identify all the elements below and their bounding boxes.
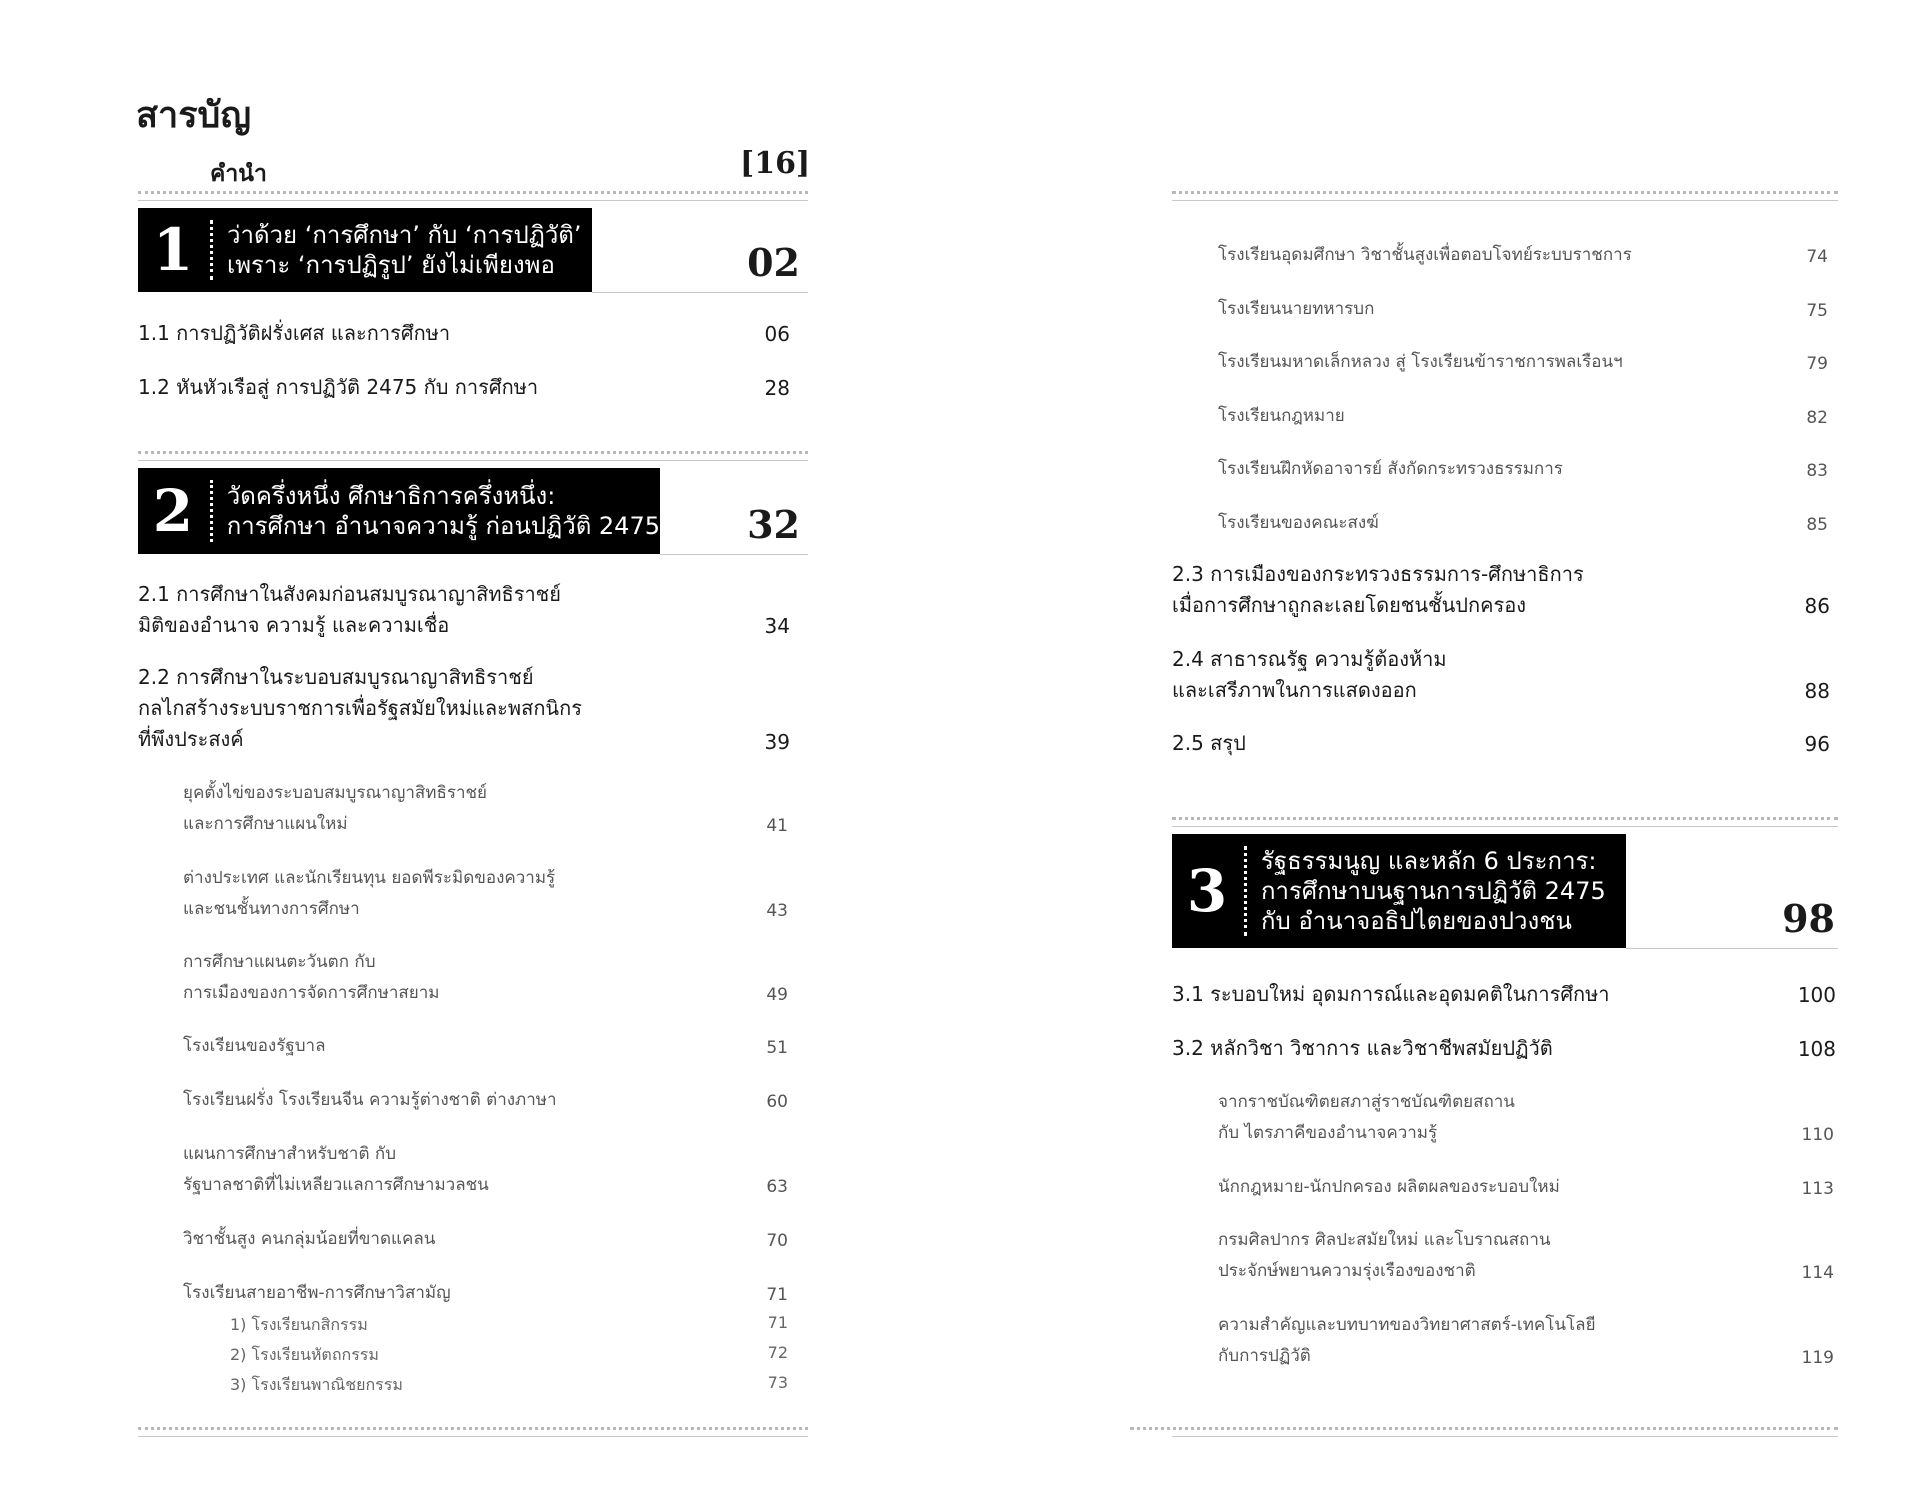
intro-page: [16] — [740, 146, 811, 181]
separator — [1172, 817, 1838, 829]
chapter-title-line: เพราะ ‘การปฏิรูป’ ยังไม่เพียงพอ — [227, 251, 555, 279]
sub-subsection-page: 73 — [767, 1373, 788, 1392]
section-1-2-page: 28 — [764, 376, 790, 400]
subsection: โรงเรียนฝึกหัดอาจารย์ สังกัดกระทรวงธรรมการ — [1218, 459, 1563, 479]
sub-subsection-page: 72 — [767, 1343, 788, 1362]
chapter-3-page: 98 — [1782, 896, 1835, 941]
chapter-2-heading — [138, 468, 660, 554]
subsection-page: 71 — [766, 1285, 788, 1305]
sub-subsection-page: 71 — [767, 1313, 788, 1332]
separator — [138, 1427, 808, 1439]
subsection: การศึกษาแผนตะวันตก กับ การเมืองของการจัดการศึกษาสยาม — [183, 952, 440, 1003]
section-3-2-page: 108 — [1797, 1037, 1836, 1061]
separator — [1172, 191, 1838, 203]
section-2-2: 2.2 การศึกษาในระบอบสมบูรณาญาสิทธิราชย์ กลไกสร้างระบบราชการเพื่อรัฐสมัยใหม่และพสกนิกร ที่พึงประสงค์ — [138, 665, 582, 751]
subsection-page: 85 — [1806, 515, 1828, 535]
subsection-page: 82 — [1806, 408, 1828, 428]
chapter-2-page: 32 — [747, 502, 800, 547]
sub-subsection: 1) โรงเรียนกสิกรรม — [230, 1315, 368, 1334]
sub-subsection: 2) โรงเรียนหัตถกรรม — [230, 1345, 379, 1364]
subsection-page: 110 — [1801, 1125, 1834, 1145]
subsection: นักกฎหมาย-นักปกครอง ผลิตผลของระบอบใหม่ — [1218, 1177, 1560, 1197]
subsection-page: 74 — [1806, 247, 1828, 267]
section-3-1-page: 100 — [1797, 983, 1836, 1007]
subsection: โรงเรียนอุดมศึกษา วิชาชั้นสูงเพื่อตอบโจทย์ระบบราชการ — [1218, 245, 1632, 265]
section-2-1: 2.1 การศึกษาในสังคมก่อนสมบูรณาญาสิทธิราชย์ มิติของอำนาจ ความรู้ และความเชื่อ — [138, 582, 561, 637]
separator — [138, 191, 808, 203]
chapter-number: 3 — [1186, 857, 1228, 925]
separator — [138, 451, 808, 463]
chapter-number: 2 — [152, 477, 194, 545]
subsection-page: 83 — [1806, 461, 1828, 481]
subsection-page: 113 — [1801, 1179, 1834, 1199]
chapter-title-line: กับ อำนาจอธิปไตยของปวงชน — [1261, 907, 1572, 935]
dotted-divider — [210, 480, 213, 542]
toc-title: สารบัญ — [136, 94, 252, 136]
chapter-title-line: การศึกษาบนฐานการปฏิวัติ 2475 — [1261, 877, 1606, 905]
subsection: โรงเรียนมหาดเล็กหลวง สู่ โรงเรียนข้าราชการพลเรือนฯ — [1218, 352, 1623, 372]
section-2-4-page: 88 — [1804, 679, 1830, 703]
chapter-title-line: การศึกษา อำนาจความรู้ ก่อนปฏิวัติ 2475 — [226, 512, 660, 540]
section-2-5-page: 96 — [1804, 732, 1830, 756]
subsection-page: 63 — [766, 1177, 788, 1197]
chapter-1-heading — [138, 208, 592, 292]
subsection-page: 43 — [766, 901, 788, 921]
subsection-page: 51 — [766, 1038, 788, 1058]
subsection: จากราชบัณฑิตยสภาสู่ราชบัณฑิตยสถาน กับ ไตรภาคีของอำนาจความรู้ — [1218, 1092, 1515, 1143]
section-2-3: 2.3 การเมืองของกระทรวงธรรมการ-ศึกษาธิการ เมื่อการศึกษาถูกละเลยโดยชนชั้นปกครอง — [1172, 562, 1584, 617]
subsection: กรมศิลปากร ศิลปะสมัยใหม่ และโบราณสถาน ประจักษ์พยานความรุ่งเรืองของชาติ — [1218, 1230, 1551, 1281]
subsection-page: 70 — [766, 1231, 788, 1251]
subsection: วิชาชั้นสูง คนกลุ่มน้อยที่ขาดแคลน — [183, 1229, 436, 1249]
subsection: ความสำคัญและบทบาทของวิทยาศาสตร์-เทคโนโลยี กับการปฏิวัติ — [1218, 1315, 1596, 1366]
chapter-title-line: วัดครึ่งหนึ่ง ศึกษาธิการครึ่งหนึ่ง: — [226, 482, 556, 510]
subsection-page: 75 — [1806, 301, 1828, 321]
section-1-1: 1.1 การปฏิวัติฝรั่งเศส และการศึกษา — [138, 321, 451, 345]
subsection-page: 41 — [766, 816, 788, 836]
subsection-page: 119 — [1801, 1348, 1834, 1368]
section-1-2: 1.2 หันหัวเรือสู่ การปฏิวัติ 2475 กับ การศึกษา — [138, 375, 539, 399]
chapter-1-page: 02 — [747, 240, 800, 285]
section-2-2-page: 39 — [764, 730, 790, 754]
chapter-underline — [1626, 948, 1838, 949]
intro-label: คำนำ — [210, 161, 267, 187]
chapter-title-line: ว่าด้วย ‘การศึกษา’ กับ ‘การปฏิวัติ’ — [227, 221, 582, 249]
sub-subsection: 3) โรงเรียนพาณิชยกรรม — [230, 1375, 403, 1394]
chapter-underline — [592, 292, 808, 293]
dotted-divider — [210, 220, 213, 280]
subsection: โรงเรียนนายทหารบก — [1218, 299, 1375, 319]
section-2-1-page: 34 — [764, 614, 790, 638]
separator — [1130, 1427, 1838, 1439]
section-3-1: 3.1 ระบอบใหม่ อุดมการณ์และอุดมคติในการศึกษา — [1172, 982, 1610, 1006]
chapter-underline — [660, 554, 808, 555]
section-2-4: 2.4 สาธารณรัฐ ความรู้ต้องห้าม และเสรีภาพในการแสดงออก — [1172, 647, 1447, 702]
subsection: ยุคตั้งไข่ของระบอบสมบูรณาญาสิทธิราชย์ และการศึกษาแผนใหม่ — [183, 783, 488, 834]
dotted-divider — [1244, 846, 1247, 936]
subsection: โรงเรียนสายอาชีพ-การศึกษาวิสามัญ — [183, 1283, 451, 1303]
subsection: โรงเรียนของคณะสงฆ์ — [1218, 513, 1379, 533]
subsection-page: 60 — [766, 1092, 788, 1112]
subsection-page: 49 — [766, 985, 788, 1005]
subsection: โรงเรียนกฎหมาย — [1218, 406, 1345, 426]
chapter-number: 1 — [152, 216, 194, 284]
subsection: โรงเรียนของรัฐบาล — [183, 1036, 326, 1056]
subsection-page: 79 — [1806, 354, 1828, 374]
subsection: โรงเรียนฝรั่ง โรงเรียนจีน ความรู้ต่างชาติ ต่างภาษา — [183, 1090, 557, 1110]
chapter-title-line: รัฐธรรมนูญ และหลัก 6 ประการ: — [1261, 847, 1597, 875]
subsection: ต่างประเทศ และนักเรียนทุน ยอดพีระมิดของความรู้ และชนชั้นทางการศึกษา — [183, 868, 556, 919]
chapter-3-heading — [1172, 834, 1626, 948]
section-1-1-page: 06 — [764, 322, 790, 346]
section-3-2: 3.2 หลักวิชา วิชาการ และวิชาชีพสมัยปฏิวัติ — [1172, 1036, 1553, 1060]
subsection-page: 114 — [1801, 1263, 1834, 1283]
section-2-5: 2.5 สรุป — [1172, 731, 1246, 755]
section-2-3-page: 86 — [1804, 594, 1830, 618]
subsection: แผนการศึกษาสำหรับชาติ กับ รัฐบาลชาติที่ไม่เหลียวแลการศึกษามวลชน — [183, 1144, 489, 1195]
